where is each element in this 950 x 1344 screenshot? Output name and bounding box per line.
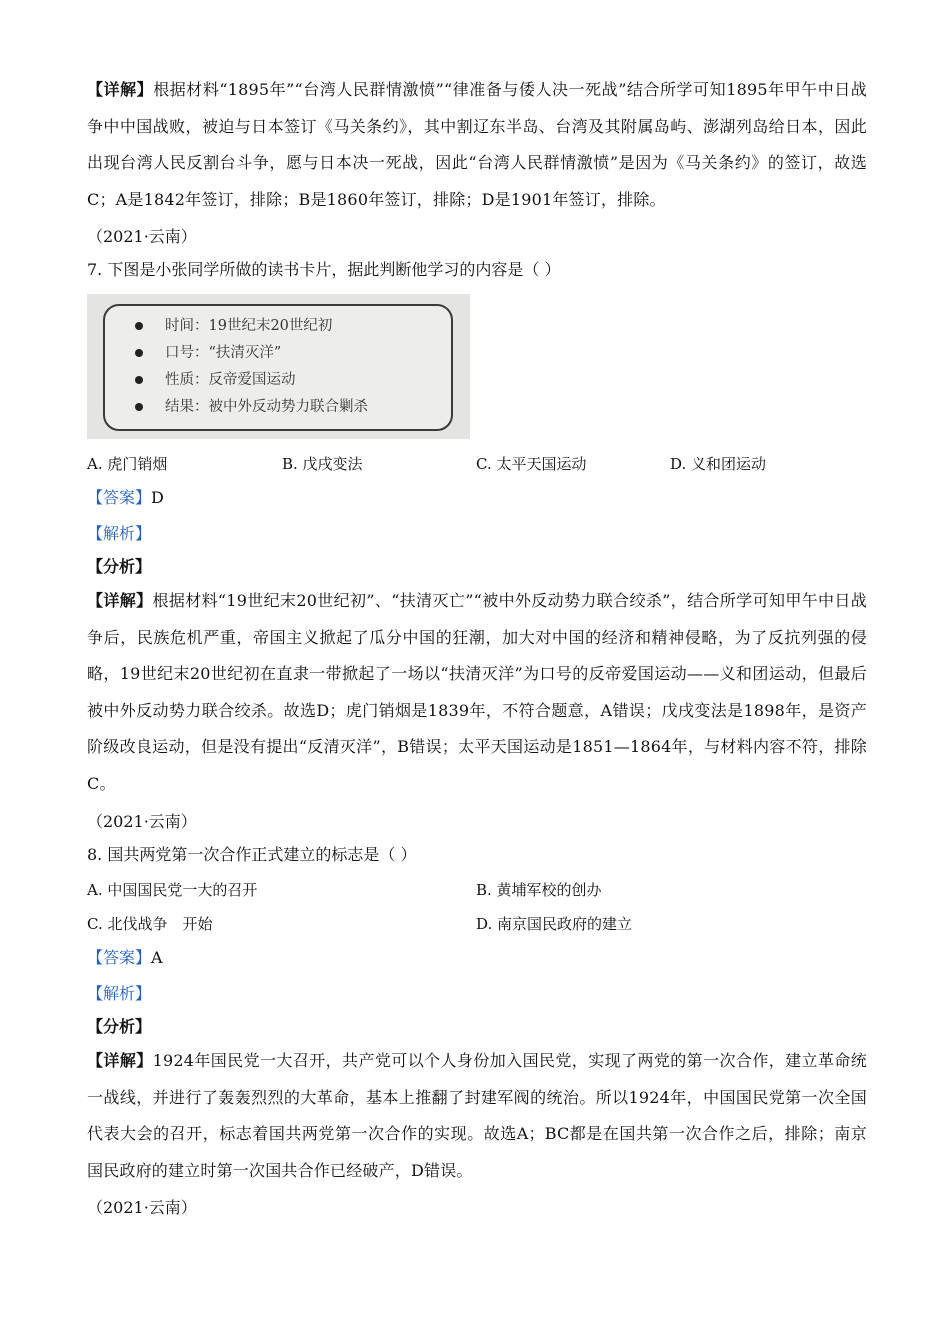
- q7-option-b: B. 戊戌变法: [282, 455, 363, 473]
- q8-option-d: D. 南京国民政府的建立: [476, 915, 633, 933]
- q7-option-a: A. 虎门销烟: [87, 455, 168, 473]
- q8-answer-value: A: [151, 948, 163, 967]
- q8-option-c: C. 北伐战争 开始: [87, 915, 213, 933]
- card-item-result: 结果：被中外反动势力联合剿杀: [135, 395, 368, 416]
- q8-detail-tag: 【详解】: [87, 1051, 153, 1070]
- card-item-nature: 性质：反帝爱国运动: [135, 368, 296, 389]
- q7-answer: [87, 486, 164, 510]
- q7-detail-tag: 【详解】: [87, 591, 153, 610]
- q7-stem: 7. 下图是小张同学所做的读书卡片，据此判断他学习的内容是（ ）: [87, 260, 561, 279]
- q7-analysis-tag: 【解析】: [87, 524, 152, 543]
- q8-detail: [87, 1043, 867, 1189]
- bullet-icon: [135, 376, 143, 384]
- q7-answer-value: D: [151, 488, 164, 507]
- q8-answer-tag: 【答案】: [87, 948, 152, 967]
- q7-detail-text: 根据材料“19世纪末20世纪初”、“扶清灭亡”“被中外反动势力联合绞杀”，结合所学可知甲午中日战争后，民族危机严重，帝国主义掀起了瓜分中国的狂潮，加大对中国的经济和精神侵略，为了反抗列强的侵略，19世纪末20世纪初在直隶一带掀起了一场以“扶清灭洋”为口号的反帝爱国运动——义和团运动，但最后被中外反动势力联合绞杀。故选D；虎门销烟是1839年，不符合题意，A错误；戊戌变法是1898年，是资产阶级改良运动，但是没有提出“反清灭洋”，B错误；太平天国运动是1851—1864年，与材料内容不符，排除C。: [87, 591, 867, 793]
- q6-detail: [87, 72, 867, 218]
- q7-source: （2021·云南）: [87, 812, 197, 831]
- q6-detail-tag: 【详解】: [87, 80, 154, 99]
- bullet-icon: [135, 403, 143, 411]
- q7-detail: [87, 583, 867, 802]
- q8-stem: 8. 国共两党第一次合作正式建立的标志是（ ）: [87, 845, 417, 864]
- q7-option-c: C. 太平天国运动: [476, 455, 587, 473]
- q6-source: （2021·云南）: [87, 227, 197, 246]
- q8-source: （2021·云南）: [87, 1198, 197, 1217]
- bullet-icon: [135, 322, 143, 330]
- q7-answer-tag: 【答案】: [87, 488, 152, 507]
- q8-detail-text: 1924年国民党一大召开，共产党可以个人身份加入国民党，实现了两党的第一次合作，建立革命统一战线，并进行了轰轰烈烈的大革命，基本上推翻了封建军阀的统治。所以1924年，中国国民党第一次全国代表大会的召开，标志着国共两党第一次合作的实现。故选A；BC都是在国共第一次合作之后，排除；南京国民政府的建立时第一次国共合作已经破产，D错误。: [87, 1051, 867, 1180]
- q8-analysis-tag: 【解析】: [87, 984, 152, 1003]
- card-item-slogan: 口号：“扶清灭洋”: [135, 341, 281, 362]
- q8-answer: [87, 946, 163, 970]
- q8-option-a: A. 中国国民党一大的召开: [87, 881, 258, 899]
- q8-option-b: B. 黄埔军校的创办: [476, 881, 602, 899]
- reading-card: [103, 304, 453, 431]
- bullet-icon: [135, 349, 143, 357]
- q8-fenxi-tag: 【分析】: [87, 1017, 152, 1036]
- q6-detail-text: 根据材料“1895年”“台湾人民群情激愤”“律准备与倭人决一死战”结合所学可知1895年甲午中日战争中中国战败，被迫与日本签订《马关条约》，其中割辽东半岛、台湾及其附属岛屿、澎湖列岛给日本，因此出现台湾人民反割台斗争，愿与日本决一死战，因此“台湾人民群情激愤”是因为《马关条约》的签订，故选C；A是1842年签订，排除；B是1860年签订，排除；D是1901年签订，排除。: [87, 80, 867, 209]
- q7-fenxi-tag: 【分析】: [87, 557, 152, 576]
- reading-card-image: [87, 294, 470, 439]
- q7-option-d: D. 义和团运动: [670, 455, 767, 473]
- card-item-time: 时间：19世纪末20世纪初: [135, 314, 332, 335]
